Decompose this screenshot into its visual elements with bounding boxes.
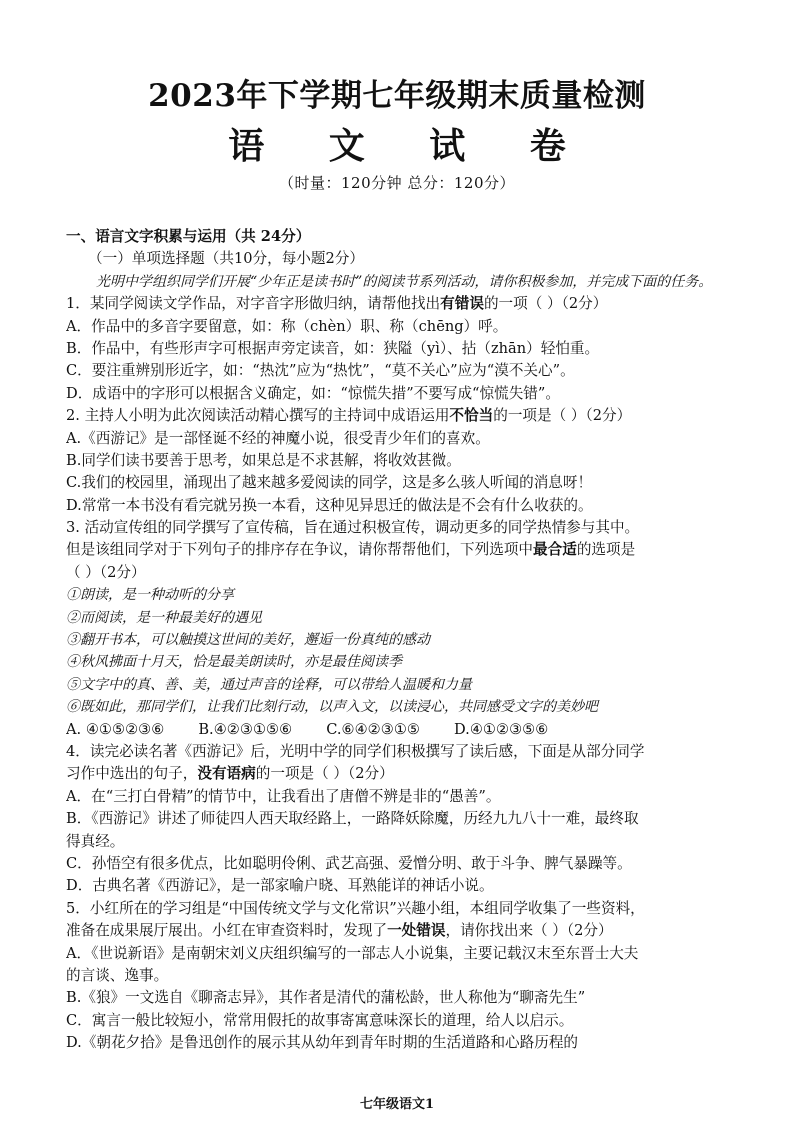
question-5-option-b: B.《狼》一文选自《聊斋志异》，其作者是清代的蒲松龄，世人称他为“聊斋先生” [66,989,586,1007]
question-3-option-a: A. ④①⑤②③⑥ [66,720,165,738]
sentence-5: ⑤文字中的真、善、美，通过声音的诠释，可以带给人温暖和力量 [66,676,472,693]
question-3-options [66,719,742,741]
question-4-option-d: D．古典名著《西游记》，是一部家喻户晓、耳熟能详的神话小说。 [66,877,494,895]
question-4-stem-cont: 习作中选出的句子，没有语病的一项是（ ）（2分） [66,765,394,783]
page-footer: 七年级语文1 [359,1097,435,1112]
question-5-option-d: D.《朝花夕拾》是鲁迅创作的展示其从幼年到青年时期的生活道路和心路历程的 [66,1034,579,1052]
question-4-option-b: B．《西游记》讲述了师徒四人西天取经路上，一路降妖除魔，历经九九八十一难，最终取 [66,810,639,828]
question-3-answer-blank: （ ）（2分） [66,563,146,581]
question-4-option-b-cont: 得真经。 [66,832,125,850]
question-5-stem-cont: 准备在成果展厅展出。小红在审查资料时，发现了一处错误，请你找出来（ ）（2分） [66,922,613,940]
question-5-stem: 5．小红所在的学习组是“中国传统文学与文化常识”兴趣小组，本组同学收集了一些资料， [66,899,645,917]
sentence-3: ③翻开书本，可以触摸这世间的美好，邂逅一份真纯的感动 [66,632,430,649]
question-1-option-d: D．成语中的字形可以根据含义确定，如：“惊慌失措”不要写成“惊慌失错”。 [66,384,560,402]
question-3-stem-cont: 但是该组同学对于下列句子的排序存在争议，请你帮帮他们，下列选项中最合适的选项是 [66,541,636,559]
sentence-1: ①朗读，是一种动听的分享 [66,587,234,604]
question-1-stem: 1．某同学阅读文学作品，对字音字形做归纳，请帮他找出有错误的一项（ ）（2分） [66,295,608,313]
question-5-option-a: A．《世说新语》是南朝宋刘义庆组织编写的一部志人小说集，主要记载汉末至东晋士大夫 [66,944,639,962]
time-info: （时量：120分钟 总分：120分） [278,174,516,192]
question-4-stem: 4．读完必读名著《西游记》后，光明中学的同学们积极撰写了读后感，下面是从部分同学 [66,743,645,760]
sentence-4: ④秋风拂面十月天，恰是最美朗读时，亦是最佳阅读季 [66,654,402,671]
question-1-option-a: A．作品中的多音字要留意，如：称（chèn）职、称（chēng）呼。 [66,317,508,335]
question-3-option-d: D.④①②③⑤⑥ [454,720,549,738]
question-3-option-c: C.⑥④②③①⑤ [326,720,420,738]
sentence-2: ②而阅读，是一种最美好的遇见 [66,609,262,626]
exam-body [66,226,742,1054]
question-2-option-d: D.常常一本书没有看完就另换一本看，这种见异思迁的做法是不会有什么收获的。 [66,496,593,514]
question-5-option-c: C．寓言一般比较短小，常常用假托的故事寄寓意味深长的道理，给人以启示。 [66,1011,574,1029]
question-2-option-c: C.我们的校园里，涌现出了越来越多爱阅读的同学，这是多么骇人听闻的消息呀！ [66,474,593,492]
question-3-option-b: B.④②③①⑤⑥ [198,720,293,738]
question-2-option-b: B.同学们读书要善于思考，如果总是不求甚解，将收效甚微。 [66,451,461,469]
question-2-stem: 2. 主持人小明为此次阅读活动精心撰写的主持词中成语运用不恰当的一项是（ ）（2分） [66,407,632,425]
section-heading: 一、语言文字积累与运用（共 24分） [66,228,311,245]
question-1-option-b: B．作品中，有些形声字可根据声旁定读音，如：狭隘（yì）、拈（zhān）轻怕重。 [66,339,600,357]
question-3-stem: 3. 活动宣传组的同学撰写了宣传稿，旨在通过积极宣传，调动更多的同学热情参与其中。 [66,519,640,537]
exam-title: 2023年下学期七年级期末质量检测 [148,78,646,114]
sentence-6: ⑥既如此，那同学们，让我们比刻行动，以声入文，以读浸心，共同感受文字的美妙吧 [66,699,598,716]
question-4-option-c: C．孙悟空有很多优点，比如聪明伶俐、武艺高强、爱憎分明、敢于斗争、脾气暴躁等。 [66,854,632,872]
section-intro: 光明中学组织同学们开展“少年正是读书时”的阅读节系列活动，请你积极参加，并完成下面的任务。 [96,273,713,290]
part-heading: （一）单项选择题（共10分，每小题2分） [88,250,364,268]
question-4-option-a: A．在“三打白骨精”的情节中，让我看出了唐僧不辨是非的“愚善”。 [66,787,501,805]
question-2-option-a: A.《西游记》是一部怪诞不经的神魔小说，很受青少年们的喜欢。 [66,429,490,447]
exam-subtitle: 语 文 试 卷 [228,125,592,167]
question-5-option-a-cont: 的言谈、逸事。 [66,966,169,984]
question-1-option-c: C．要注重辨别形近字，如：“热沈”应为“热忱”，“莫不关心”应为“漠不关心”。 [66,362,575,380]
